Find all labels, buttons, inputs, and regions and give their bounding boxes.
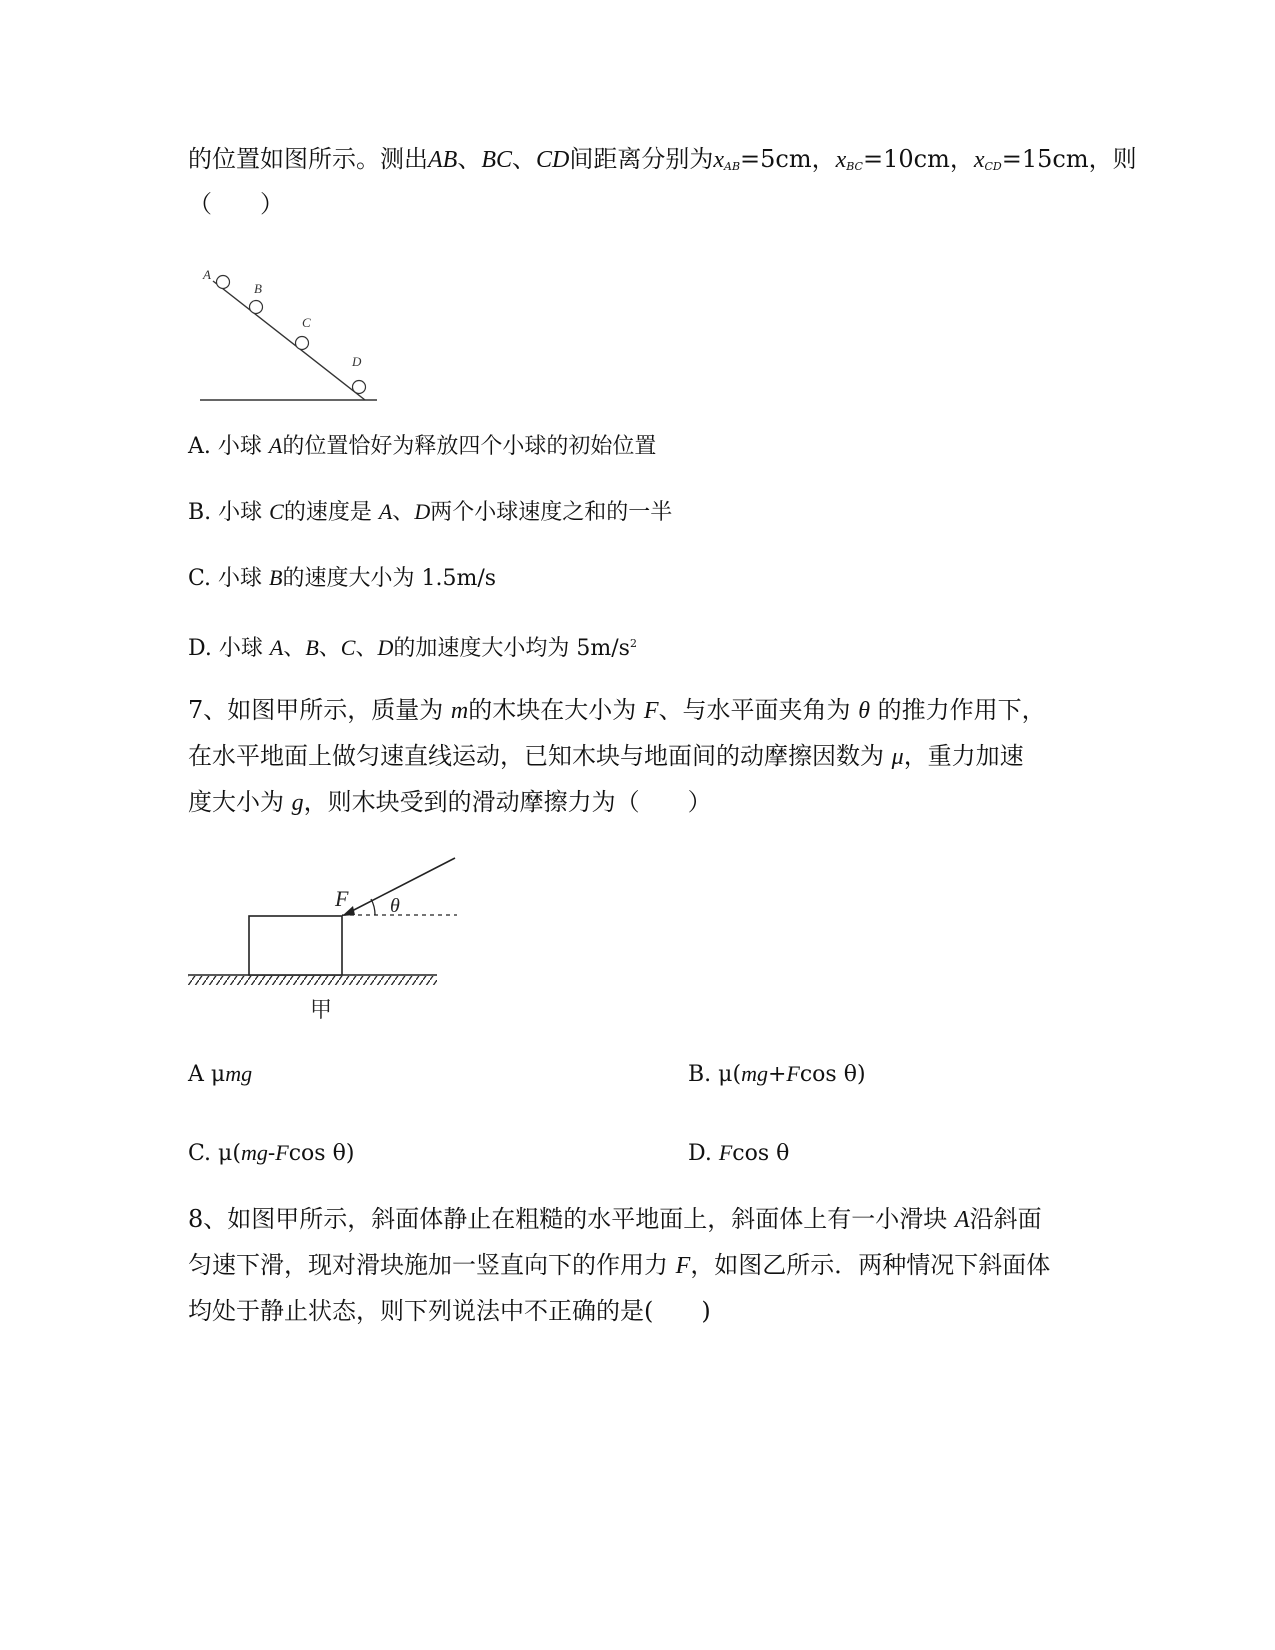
figure-caption: 甲 bbox=[310, 997, 333, 1022]
ball-d bbox=[353, 381, 366, 394]
distance-cd: $x_{CD}=15cm$，则 bbox=[973, 145, 1137, 173]
q8-stem-line1: 8、如图甲所示，斜面体静止在粗糙的水平地面上，斜面体上有一小滑块 A沿斜面 bbox=[188, 1205, 1042, 1233]
theta-label: θ bbox=[390, 895, 400, 917]
q7-block-figure bbox=[185, 850, 485, 1030]
q7-option-c: C. μ(mg-Fcos θ) bbox=[188, 1140, 355, 1166]
distance-bc: $x_{BC}=10cm$， bbox=[835, 145, 974, 173]
segment-cd: CD bbox=[536, 147, 570, 173]
force-arrow-line bbox=[348, 858, 455, 913]
wooden-block bbox=[249, 916, 342, 975]
label-c: C bbox=[302, 315, 311, 330]
q7-option-a: A μmg bbox=[188, 1061, 253, 1087]
segment-ab: AB bbox=[428, 147, 458, 173]
incline-line bbox=[213, 281, 365, 400]
q6-option-c: C. 小球 B的速度大小为 1.5m/s bbox=[188, 565, 497, 591]
force-label: F bbox=[335, 886, 349, 911]
ball-c bbox=[296, 337, 309, 350]
q6-incline-figure bbox=[185, 265, 385, 410]
ball-a bbox=[217, 276, 230, 289]
q7-stem-line1: 7、如图甲所示，质量为 m的木块在大小为 F、与水平面夹角为 θ 的推力作用下， bbox=[188, 696, 1046, 724]
q6-stem-line1: 的位置如图所示。测出AB、BC、CD间距离分别为$x_{AB}=5cm$，$x_{BC}=10cm$，$x_{CD}=15cm$，则 bbox=[188, 145, 1137, 173]
segment-bc: BC bbox=[481, 147, 512, 173]
q8-stem-line2: 匀速下滑，现对滑块施加一竖直向下的作用力 F，如图乙所示．两种情况下斜面体 bbox=[188, 1251, 1051, 1279]
q6-option-b: B. 小球 C的速度是 A、D两个小球速度之和的一半 bbox=[188, 499, 673, 525]
q7-stem-line3: 度大小为 g，则木块受到的滑动摩擦力为（ ） bbox=[188, 788, 712, 816]
label-a: A bbox=[203, 267, 211, 282]
ball-b bbox=[250, 301, 263, 314]
angle-arc bbox=[371, 899, 375, 915]
q7-stem-line2: 在水平地面上做匀速直线运动，已知木块与地面间的动摩擦因数为 μ，重力加速 bbox=[188, 742, 1024, 770]
label-d: D bbox=[352, 354, 362, 369]
q7-option-b: B. μ(mg+Fcos θ) bbox=[688, 1061, 866, 1087]
ground-hatching bbox=[188, 976, 437, 985]
q6-option-a: A. 小球 A的位置恰好为释放四个小球的初始位置 bbox=[188, 433, 657, 459]
q8-stem-line3: 均处于静止状态，则下列说法中不正确的是( ) bbox=[188, 1297, 711, 1325]
label-b: B bbox=[254, 281, 262, 296]
q7-option-d: D. Fcos θ bbox=[688, 1140, 790, 1166]
q6-answer-blank: （ ） bbox=[188, 190, 284, 218]
q6-option-d: D. 小球 A、B、C、D的加速度大小均为 $5m/s^2$ bbox=[188, 635, 637, 661]
distance-ab: $x_{AB}=5cm$， bbox=[713, 145, 836, 173]
